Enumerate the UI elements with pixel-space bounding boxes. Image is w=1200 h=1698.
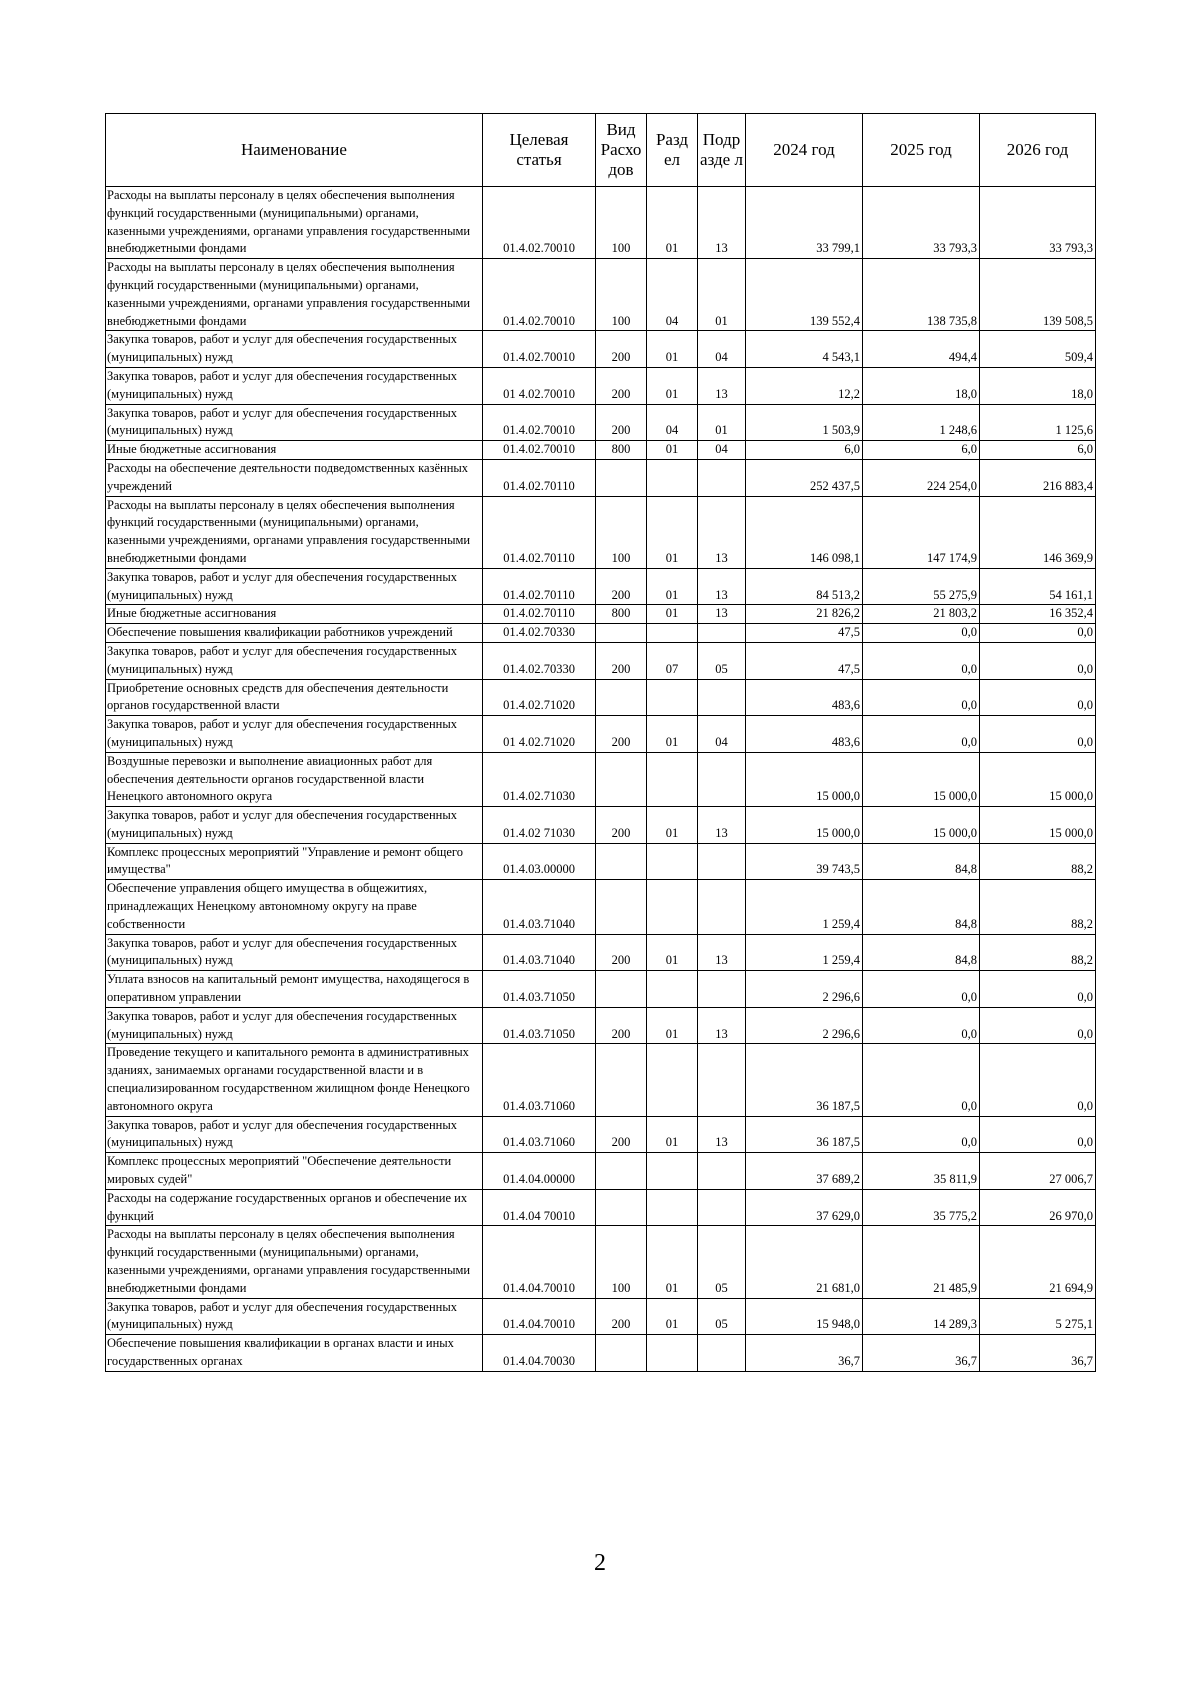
cell-expense-type — [596, 1335, 647, 1372]
cell-section: 01 — [647, 367, 698, 404]
cell-section — [647, 1153, 698, 1190]
cell-subsection: 05 — [698, 1226, 746, 1298]
table-row — [106, 496, 1096, 568]
cell-expense-type: 200 — [596, 568, 647, 605]
cell-target-article: 01.4.04 70010 — [483, 1189, 596, 1226]
cell-name: Закупка товаров, работ и услуг для обеспечения государственных (муниципальных) нужд — [106, 367, 483, 404]
cell-subsection: 01 — [698, 404, 746, 441]
cell-year-2026: 0,0 — [980, 642, 1096, 679]
header-subsection: Подр азде л — [698, 114, 746, 187]
cell-section: 01 — [647, 807, 698, 844]
table-row — [106, 605, 1096, 624]
table-row — [106, 367, 1096, 404]
cell-year-2026: 33 793,3 — [980, 187, 1096, 259]
cell-year-2026: 15 000,0 — [980, 807, 1096, 844]
cell-section: 01 — [647, 568, 698, 605]
cell-name: Расходы на обеспечение деятельности подведомственных казённых учреждений — [106, 459, 483, 496]
cell-target-article: 01.4.02.71020 — [483, 679, 596, 716]
cell-name: Закупка товаров, работ и услуг для обеспечения государственных (муниципальных) нужд — [106, 1116, 483, 1153]
cell-subsection: 13 — [698, 187, 746, 259]
cell-section — [647, 459, 698, 496]
cell-year-2025: 15 000,0 — [863, 752, 980, 806]
cell-expense-type — [596, 679, 647, 716]
cell-target-article: 01.4.04.70010 — [483, 1298, 596, 1335]
cell-section — [647, 1044, 698, 1116]
cell-year-2024: 252 437,5 — [746, 459, 863, 496]
cell-subsection: 13 — [698, 496, 746, 568]
table-row — [106, 934, 1096, 971]
table-row — [106, 404, 1096, 441]
cell-name: Комплекс процессных мероприятий "Управление и ремонт общего имущества" — [106, 843, 483, 880]
cell-year-2025: 0,0 — [863, 1044, 980, 1116]
cell-year-2024: 1 259,4 — [746, 934, 863, 971]
cell-year-2025: 138 735,8 — [863, 259, 980, 331]
cell-year-2025: 36,7 — [863, 1335, 980, 1372]
cell-year-2025: 14 289,3 — [863, 1298, 980, 1335]
cell-year-2026: 1 125,6 — [980, 404, 1096, 441]
cell-name: Закупка товаров, работ и услуг для обеспечения государственных (муниципальных) нужд — [106, 568, 483, 605]
cell-year-2025: 0,0 — [863, 624, 980, 643]
cell-expense-type: 200 — [596, 934, 647, 971]
table-row — [106, 679, 1096, 716]
cell-name: Проведение текущего и капитального ремонта в административных зданиях, занимаемых органами государственной власти и в специализированном государственном жилищном фонде Ненецкого автономного округа — [106, 1044, 483, 1116]
table-row — [106, 624, 1096, 643]
cell-year-2024: 6,0 — [746, 441, 863, 460]
cell-target-article: 01.4.02.70010 — [483, 404, 596, 441]
cell-section — [647, 1335, 698, 1372]
table-row — [106, 1153, 1096, 1190]
cell-name: Закупка товаров, работ и услуг для обеспечения государственных (муниципальных) нужд — [106, 934, 483, 971]
cell-year-2024: 2 296,6 — [746, 971, 863, 1008]
cell-subsection: 13 — [698, 367, 746, 404]
cell-year-2026: 26 970,0 — [980, 1189, 1096, 1226]
cell-year-2024: 47,5 — [746, 642, 863, 679]
header-year-2026: 2026 год — [980, 114, 1096, 187]
cell-subsection: 05 — [698, 642, 746, 679]
cell-subsection — [698, 1189, 746, 1226]
cell-subsection — [698, 843, 746, 880]
cell-expense-type: 200 — [596, 642, 647, 679]
cell-year-2025: 21 803,2 — [863, 605, 980, 624]
cell-expense-type — [596, 1153, 647, 1190]
table-row — [106, 259, 1096, 331]
cell-year-2025: 33 793,3 — [863, 187, 980, 259]
cell-year-2025: 84,8 — [863, 880, 980, 934]
cell-expense-type: 200 — [596, 367, 647, 404]
table-row — [106, 1335, 1096, 1372]
cell-name: Закупка товаров, работ и услуг для обеспечения государственных (муниципальных) нужд — [106, 807, 483, 844]
cell-year-2024: 483,6 — [746, 716, 863, 753]
cell-year-2025: 84,8 — [863, 934, 980, 971]
cell-section: 01 — [647, 496, 698, 568]
cell-expense-type: 200 — [596, 331, 647, 368]
cell-subsection: 13 — [698, 1007, 746, 1044]
cell-section — [647, 971, 698, 1008]
cell-year-2026: 216 883,4 — [980, 459, 1096, 496]
table-row — [106, 642, 1096, 679]
cell-name: Приобретение основных средств для обеспечения деятельности органов государственной власти — [106, 679, 483, 716]
cell-name: Обеспечение повышения квалификации работников учреждений — [106, 624, 483, 643]
cell-year-2026: 0,0 — [980, 1044, 1096, 1116]
cell-subsection: 05 — [698, 1298, 746, 1335]
cell-subsection — [698, 971, 746, 1008]
cell-year-2025: 1 248,6 — [863, 404, 980, 441]
cell-year-2025: 0,0 — [863, 679, 980, 716]
table-row — [106, 1044, 1096, 1116]
cell-year-2026: 139 508,5 — [980, 259, 1096, 331]
cell-subsection — [698, 1044, 746, 1116]
cell-year-2025: 35 811,9 — [863, 1153, 980, 1190]
cell-subsection: 13 — [698, 605, 746, 624]
header-section: Разд ел — [647, 114, 698, 187]
cell-section: 07 — [647, 642, 698, 679]
cell-name: Расходы на выплаты персоналу в целях обеспечения выполнения функций государственными (муниципальными) органами, казенными учреждениями, органами управления государственными внебюджетными фондами — [106, 259, 483, 331]
cell-expense-type: 200 — [596, 716, 647, 753]
table-row — [106, 331, 1096, 368]
cell-year-2025: 494,4 — [863, 331, 980, 368]
cell-name: Закупка товаров, работ и услуг для обеспечения государственных (муниципальных) нужд — [106, 1298, 483, 1335]
cell-year-2026: 0,0 — [980, 716, 1096, 753]
cell-year-2026: 146 369,9 — [980, 496, 1096, 568]
cell-section — [647, 843, 698, 880]
cell-year-2024: 36 187,5 — [746, 1116, 863, 1153]
cell-name: Расходы на выплаты персоналу в целях обеспечения выполнения функций государственными (муниципальными) органами, казенными учреждениями, органами управления государственными внебюджетными фондами — [106, 496, 483, 568]
cell-expense-type: 800 — [596, 605, 647, 624]
cell-expense-type: 200 — [596, 1007, 647, 1044]
cell-name: Обеспечение управления общего имущества в общежитиях, принадлежащих Ненецкому автономному округу на праве собственности — [106, 880, 483, 934]
cell-year-2024: 37 629,0 — [746, 1189, 863, 1226]
table-row — [106, 971, 1096, 1008]
cell-year-2025: 0,0 — [863, 716, 980, 753]
cell-section: 01 — [647, 605, 698, 624]
cell-target-article: 01.4.02.70110 — [483, 568, 596, 605]
cell-section: 01 — [647, 1226, 698, 1298]
table-row — [106, 1298, 1096, 1335]
cell-target-article: 01 4.02.70010 — [483, 367, 596, 404]
cell-year-2024: 15 000,0 — [746, 752, 863, 806]
cell-year-2024: 483,6 — [746, 679, 863, 716]
cell-subsection — [698, 679, 746, 716]
cell-year-2024: 36 187,5 — [746, 1044, 863, 1116]
cell-year-2024: 47,5 — [746, 624, 863, 643]
cell-expense-type: 100 — [596, 1226, 647, 1298]
cell-expense-type — [596, 880, 647, 934]
cell-name: Расходы на выплаты персоналу в целях обеспечения выполнения функций государственными (муниципальными) органами, казенными учреждениями, органами управления государственными внебюджетными фондами — [106, 187, 483, 259]
cell-year-2025: 55 275,9 — [863, 568, 980, 605]
cell-year-2026: 21 694,9 — [980, 1226, 1096, 1298]
header-name: Наименование — [106, 114, 483, 187]
cell-subsection — [698, 880, 746, 934]
cell-name: Комплекс процессных мероприятий "Обеспечение деятельности мировых судей" — [106, 1153, 483, 1190]
cell-year-2024: 4 543,1 — [746, 331, 863, 368]
cell-year-2024: 1 259,4 — [746, 880, 863, 934]
cell-expense-type: 200 — [596, 404, 647, 441]
cell-section — [647, 752, 698, 806]
cell-year-2026: 16 352,4 — [980, 605, 1096, 624]
header-target-article: Целевая статья — [483, 114, 596, 187]
cell-subsection — [698, 624, 746, 643]
cell-year-2026: 0,0 — [980, 1116, 1096, 1153]
cell-target-article: 01.4.02.70010 — [483, 441, 596, 460]
cell-section: 04 — [647, 404, 698, 441]
cell-year-2024: 139 552,4 — [746, 259, 863, 331]
cell-expense-type — [596, 459, 647, 496]
cell-year-2026: 5 275,1 — [980, 1298, 1096, 1335]
cell-target-article: 01.4.03.00000 — [483, 843, 596, 880]
cell-section — [647, 624, 698, 643]
cell-name: Уплата взносов на капитальный ремонт имущества, находящегося в оперативном управлении — [106, 971, 483, 1008]
table-row — [106, 441, 1096, 460]
table-row — [106, 1116, 1096, 1153]
cell-target-article: 01.4.02.70110 — [483, 496, 596, 568]
table-row — [106, 1007, 1096, 1044]
table-body — [106, 187, 1096, 1372]
header-year-2025: 2025 год — [863, 114, 980, 187]
header-year-2024: 2024 год — [746, 114, 863, 187]
cell-year-2026: 509,4 — [980, 331, 1096, 368]
cell-year-2026: 0,0 — [980, 624, 1096, 643]
cell-year-2024: 1 503,9 — [746, 404, 863, 441]
cell-section: 01 — [647, 1007, 698, 1044]
cell-year-2026: 15 000,0 — [980, 752, 1096, 806]
table-row — [106, 568, 1096, 605]
cell-year-2024: 21 826,2 — [746, 605, 863, 624]
cell-expense-type — [596, 752, 647, 806]
cell-year-2026: 88,2 — [980, 880, 1096, 934]
cell-year-2025: 224 254,0 — [863, 459, 980, 496]
cell-year-2026: 88,2 — [980, 934, 1096, 971]
cell-year-2026: 54 161,1 — [980, 568, 1096, 605]
cell-section — [647, 1189, 698, 1226]
cell-year-2024: 37 689,2 — [746, 1153, 863, 1190]
cell-target-article: 01.4.04.70010 — [483, 1226, 596, 1298]
cell-section: 01 — [647, 1116, 698, 1153]
cell-target-article: 01.4.03.71050 — [483, 1007, 596, 1044]
cell-year-2026: 0,0 — [980, 679, 1096, 716]
cell-year-2025: 35 775,2 — [863, 1189, 980, 1226]
cell-subsection — [698, 1335, 746, 1372]
cell-expense-type: 800 — [596, 441, 647, 460]
cell-subsection: 13 — [698, 934, 746, 971]
cell-year-2024: 2 296,6 — [746, 1007, 863, 1044]
cell-target-article: 01 4.02.71020 — [483, 716, 596, 753]
cell-section: 01 — [647, 1298, 698, 1335]
cell-subsection: 13 — [698, 807, 746, 844]
cell-target-article: 01.4.02.70330 — [483, 624, 596, 643]
cell-subsection: 13 — [698, 1116, 746, 1153]
cell-year-2024: 84 513,2 — [746, 568, 863, 605]
cell-expense-type — [596, 971, 647, 1008]
cell-year-2025: 18,0 — [863, 367, 980, 404]
budget-table — [105, 113, 1096, 1372]
cell-year-2024: 36,7 — [746, 1335, 863, 1372]
cell-year-2025: 0,0 — [863, 971, 980, 1008]
cell-target-article: 01.4.02 71030 — [483, 807, 596, 844]
cell-year-2025: 21 485,9 — [863, 1226, 980, 1298]
cell-year-2026: 6,0 — [980, 441, 1096, 460]
cell-year-2025: 15 000,0 — [863, 807, 980, 844]
cell-year-2024: 12,2 — [746, 367, 863, 404]
table-row — [106, 1189, 1096, 1226]
cell-name: Воздушные перевозки и выполнение авиационных работ для обеспечения деятельности органов государственной власти Ненецкого автономного округа — [106, 752, 483, 806]
cell-year-2024: 21 681,0 — [746, 1226, 863, 1298]
cell-name: Закупка товаров, работ и услуг для обеспечения государственных (муниципальных) нужд — [106, 716, 483, 753]
cell-expense-type — [596, 624, 647, 643]
cell-year-2026: 36,7 — [980, 1335, 1096, 1372]
cell-expense-type: 100 — [596, 187, 647, 259]
cell-section: 01 — [647, 716, 698, 753]
cell-year-2025: 84,8 — [863, 843, 980, 880]
cell-name: Иные бюджетные ассигнования — [106, 605, 483, 624]
cell-target-article: 01.4.03.71040 — [483, 880, 596, 934]
cell-name: Закупка товаров, работ и услуг для обеспечения государственных (муниципальных) нужд — [106, 1007, 483, 1044]
table-header-row — [106, 114, 1096, 187]
cell-section: 01 — [647, 934, 698, 971]
cell-section: 01 — [647, 331, 698, 368]
cell-year-2024: 146 098,1 — [746, 496, 863, 568]
cell-expense-type: 100 — [596, 496, 647, 568]
cell-year-2024: 15 000,0 — [746, 807, 863, 844]
cell-expense-type — [596, 843, 647, 880]
cell-target-article: 01.4.03.71040 — [483, 934, 596, 971]
cell-year-2026: 0,0 — [980, 1007, 1096, 1044]
cell-year-2026: 0,0 — [980, 971, 1096, 1008]
cell-target-article: 01.4.02.70010 — [483, 259, 596, 331]
cell-section — [647, 880, 698, 934]
cell-section: 01 — [647, 187, 698, 259]
cell-name: Закупка товаров, работ и услуг для обеспечения государственных (муниципальных) нужд — [106, 642, 483, 679]
cell-name: Иные бюджетные ассигнования — [106, 441, 483, 460]
cell-target-article: 01.4.02.70110 — [483, 605, 596, 624]
cell-year-2026: 88,2 — [980, 843, 1096, 880]
cell-section: 01 — [647, 441, 698, 460]
page-number: 2 — [594, 1550, 606, 1576]
cell-year-2024: 39 743,5 — [746, 843, 863, 880]
cell-year-2025: 0,0 — [863, 1116, 980, 1153]
cell-subsection: 13 — [698, 568, 746, 605]
cell-year-2025: 0,0 — [863, 642, 980, 679]
cell-subsection: 04 — [698, 441, 746, 460]
table-row — [106, 716, 1096, 753]
cell-expense-type: 200 — [596, 1116, 647, 1153]
cell-target-article: 01.4.03.71060 — [483, 1116, 596, 1153]
cell-target-article: 01.4.04.00000 — [483, 1153, 596, 1190]
cell-subsection — [698, 752, 746, 806]
table-row — [106, 807, 1096, 844]
cell-name: Закупка товаров, работ и услуг для обеспечения государственных (муниципальных) нужд — [106, 331, 483, 368]
cell-name: Закупка товаров, работ и услуг для обеспечения государственных (муниципальных) нужд — [106, 404, 483, 441]
table-row — [106, 459, 1096, 496]
cell-target-article: 01.4.02.70330 — [483, 642, 596, 679]
cell-year-2024: 33 799,1 — [746, 187, 863, 259]
cell-subsection: 04 — [698, 331, 746, 368]
cell-expense-type: 200 — [596, 1298, 647, 1335]
cell-expense-type — [596, 1189, 647, 1226]
cell-year-2026: 18,0 — [980, 367, 1096, 404]
table-row — [106, 187, 1096, 259]
cell-year-2025: 0,0 — [863, 1007, 980, 1044]
cell-subsection — [698, 459, 746, 496]
cell-name: Расходы на выплаты персоналу в целях обеспечения выполнения функций государственными (муниципальными) органами, казенными учреждениями, органами управления государственными внебюджетными фондами — [106, 1226, 483, 1298]
table-row — [106, 880, 1096, 934]
cell-subsection: 01 — [698, 259, 746, 331]
cell-expense-type — [596, 1044, 647, 1116]
cell-target-article: 01.4.02.70010 — [483, 187, 596, 259]
cell-expense-type: 200 — [596, 807, 647, 844]
cell-target-article: 01.4.04.70030 — [483, 1335, 596, 1372]
cell-expense-type: 100 — [596, 259, 647, 331]
cell-year-2024: 15 948,0 — [746, 1298, 863, 1335]
cell-target-article: 01.4.02.70010 — [483, 331, 596, 368]
cell-name: Обеспечение повышения квалификации в органах власти и иных государственных органах — [106, 1335, 483, 1372]
header-expense-type: Вид Расхо дов — [596, 114, 647, 187]
cell-section: 04 — [647, 259, 698, 331]
cell-section — [647, 679, 698, 716]
table-row — [106, 1226, 1096, 1298]
cell-year-2026: 27 006,7 — [980, 1153, 1096, 1190]
cell-target-article: 01.4.03.71050 — [483, 971, 596, 1008]
table-row — [106, 843, 1096, 880]
cell-subsection: 04 — [698, 716, 746, 753]
cell-year-2025: 6,0 — [863, 441, 980, 460]
cell-name: Расходы на содержание государственных органов и обеспечение их функций — [106, 1189, 483, 1226]
cell-subsection — [698, 1153, 746, 1190]
cell-year-2025: 147 174,9 — [863, 496, 980, 568]
cell-target-article: 01.4.03.71060 — [483, 1044, 596, 1116]
cell-target-article: 01.4.02.71030 — [483, 752, 596, 806]
cell-target-article: 01.4.02.70110 — [483, 459, 596, 496]
table-row — [106, 752, 1096, 806]
